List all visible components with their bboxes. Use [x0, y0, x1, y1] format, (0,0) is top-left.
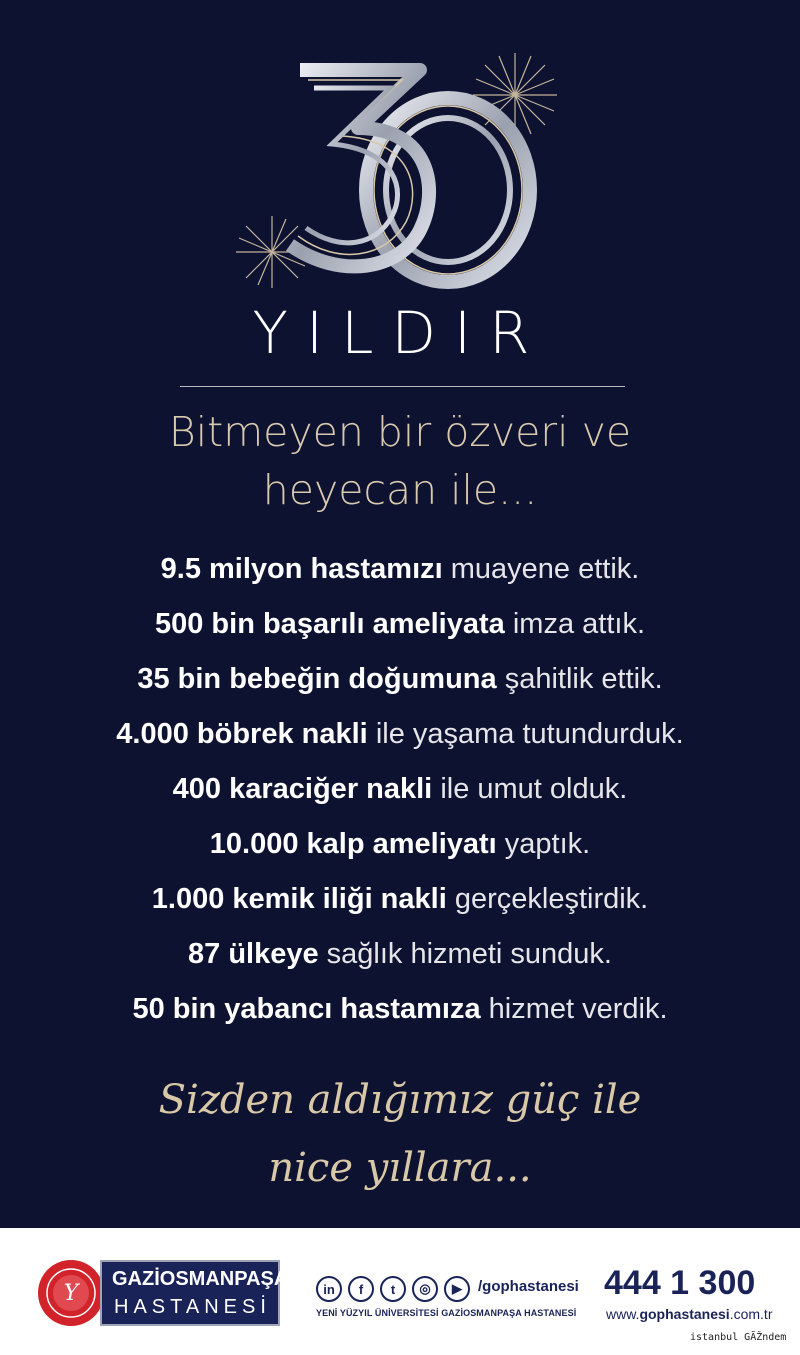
website-link[interactable]: www.gophastanesi.com.tr: [606, 1306, 773, 1322]
twitter-icon[interactable]: t: [380, 1276, 406, 1302]
stat-line: 9.5 milyon hastamızı muayene ettik.: [160, 553, 640, 585]
stat-line: 500 bin başarılı ameliyata imza attık.: [154, 608, 646, 640]
watermark: istanbul GÃŽndem: [690, 1332, 787, 1343]
facebook-icon[interactable]: f: [348, 1276, 374, 1302]
closing-line-2: nice yıllara...: [268, 1145, 532, 1191]
youtube-icon[interactable]: ▶: [444, 1276, 470, 1302]
university-seal-icon: [36, 1258, 106, 1328]
hospital-logo[interactable]: [100, 1260, 289, 1326]
stat-line: 400 karaciğer nakli ile umut olduk.: [172, 773, 628, 805]
svg-text:Y: Y: [63, 1281, 79, 1306]
stat-line: 50 bin yabancı hastamıza hizmet verdik.: [132, 993, 668, 1025]
logo-subtitle: HASTANESİ: [114, 1296, 271, 1318]
stat-line: 4.000 böbrek nakli ile yaşama tutundurduk.: [116, 718, 684, 750]
closing-line-1: Sizden aldığımız güç ile: [158, 1077, 642, 1123]
headline-yildir: YILDIR: [252, 299, 548, 367]
divider-line: [180, 386, 625, 387]
linkedin-icon[interactable]: in: [316, 1276, 342, 1302]
tagline-line-1: Bitmeyen bir özveri ve: [168, 408, 632, 456]
instagram-icon[interactable]: ◎: [412, 1276, 438, 1302]
footer-bar: [0, 1228, 800, 1355]
university-line: YENİ YÜZYIL ÜNİVERSİTESİ GAZİOSMANPAŞA HASTANESİ: [316, 1308, 577, 1318]
logo-name: GAZİOSMANPAŞA: [112, 1268, 289, 1290]
30-years-emblem-icon: [230, 40, 580, 310]
phone-number[interactable]: 444 1 300: [604, 1264, 756, 1302]
stat-line: 10.000 kalp ameliyatı yaptık.: [209, 828, 591, 860]
tagline-line-2: heyecan ile...: [262, 466, 538, 514]
stat-line: 1.000 kemik iliği nakli gerçekleştirdik.: [151, 883, 649, 915]
social-handle[interactable]: /gophastanesi: [478, 1278, 579, 1295]
stat-line: 87 ülkeye sağlık hizmeti sunduk.: [188, 938, 612, 970]
stat-line: 35 bin bebeğin doğumuna şahitlik ettik.: [137, 663, 663, 695]
